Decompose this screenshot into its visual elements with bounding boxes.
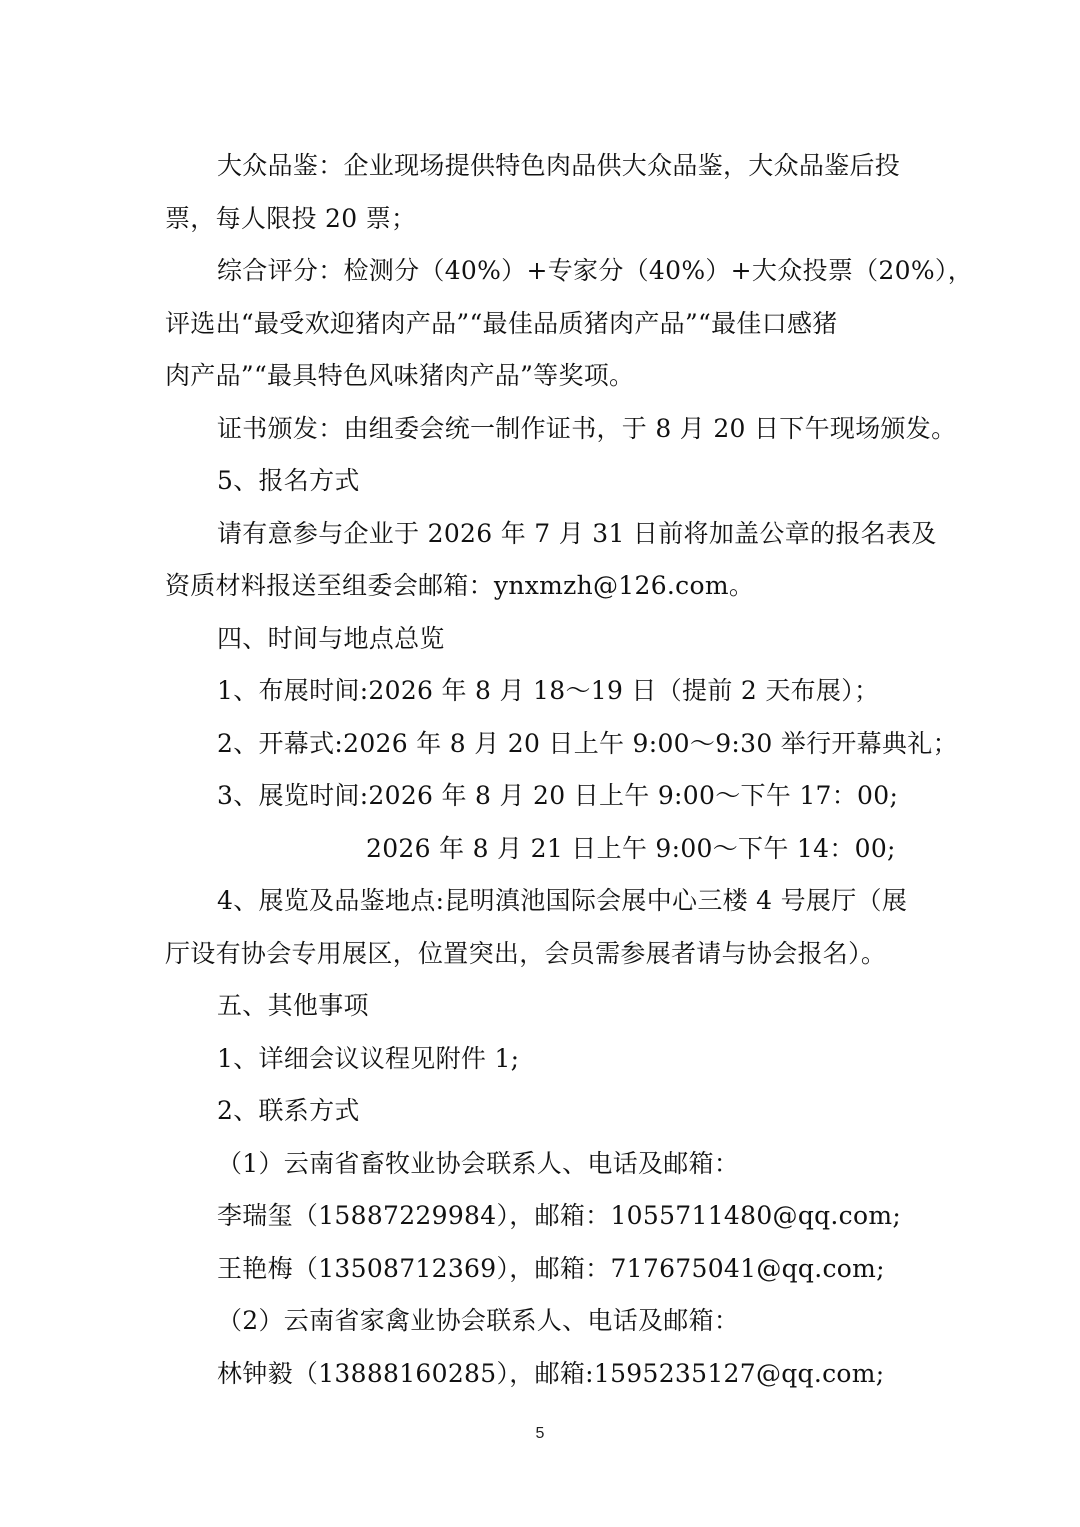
- contact-wang-yanmei: 王艳梅（13508712369），邮箱：717675041@qq.com;: [217, 1253, 885, 1283]
- item-exhibition-time: 3、展览时间:2026 年 8 月 20 日上午 9:00～下午 17：00;: [217, 781, 899, 810]
- item-opening-ceremony: 2、开幕式:2026 年 8 月 20 日上午 9:00～9:30 举行开幕典礼；: [217, 728, 958, 758]
- paragraph-public-tasting-cont: 票，每人限投 20 票；: [165, 203, 417, 233]
- paragraph-overall-score: 综合评分：检测分（40%）+专家分（40%）+大众投票（20%），: [217, 256, 973, 285]
- item-venue-cont: 厅设有协会专用展区，位置突出，会员需参展者请与协会报名）。: [165, 938, 887, 968]
- document-body: [165, 140, 973, 1400]
- paragraph-registration: 请有意参与企业于 2026 年 7 月 31 日前将加盖公章的报名表及: [217, 518, 937, 548]
- item-contact-heading: 2、联系方式: [217, 1096, 360, 1125]
- item-venue: 4、展览及品鉴地点:昆明滇池国际会展中心三楼 4 号展厅（展: [217, 886, 908, 915]
- paragraph-certificate: 证书颁发：由组委会统一制作证书，于 8 月 20 日下午现场颁发。: [217, 413, 957, 443]
- item-setup-time: 1、布展时间:2026 年 8 月 18～19 日（提前 2 天布展）；: [217, 676, 880, 705]
- item-livestock-association: （1）云南省畜牧业协会联系人、电话及邮箱：: [217, 1148, 740, 1178]
- item-agenda: 1、详细会议议程见附件 1;: [217, 1043, 520, 1073]
- page-number: 5: [535, 1425, 545, 1442]
- heading-registration-method: 5、报名方式: [217, 466, 360, 495]
- paragraph-overall-score-cont: 评选出“最受欢迎猪肉产品”“最佳品质猪肉产品”“最佳口感猪: [165, 308, 838, 338]
- item-exhibition-time-day2: 2026 年 8 月 21 日上午 9:00～下午 14：00;: [366, 833, 896, 863]
- paragraph-overall-score-cont-2: 肉产品”“最具特色风味猪肉产品”等奖项。: [165, 361, 635, 390]
- contact-li-ruixi: 李瑞玺（15887229984），邮箱：1055711480@qq.com;: [217, 1201, 902, 1230]
- contact-lin-zhongyi: 林钟毅（13888160285），邮箱:1595235127@qq.com;: [217, 1358, 885, 1388]
- paragraph-registration-cont: 资质材料报送至组委会邮箱：ynxmzh@126.com。: [165, 571, 755, 600]
- item-poultry-association: （2）云南省家禽业协会联系人、电话及邮箱：: [217, 1306, 740, 1335]
- paragraph-public-tasting: 大众品鉴：企业现场提供特色肉品供大众品鉴，大众品鉴后投: [217, 151, 901, 180]
- heading-other-matters: 五、其他事项: [217, 991, 369, 1020]
- heading-time-location: 四、时间与地点总览: [217, 623, 445, 653]
